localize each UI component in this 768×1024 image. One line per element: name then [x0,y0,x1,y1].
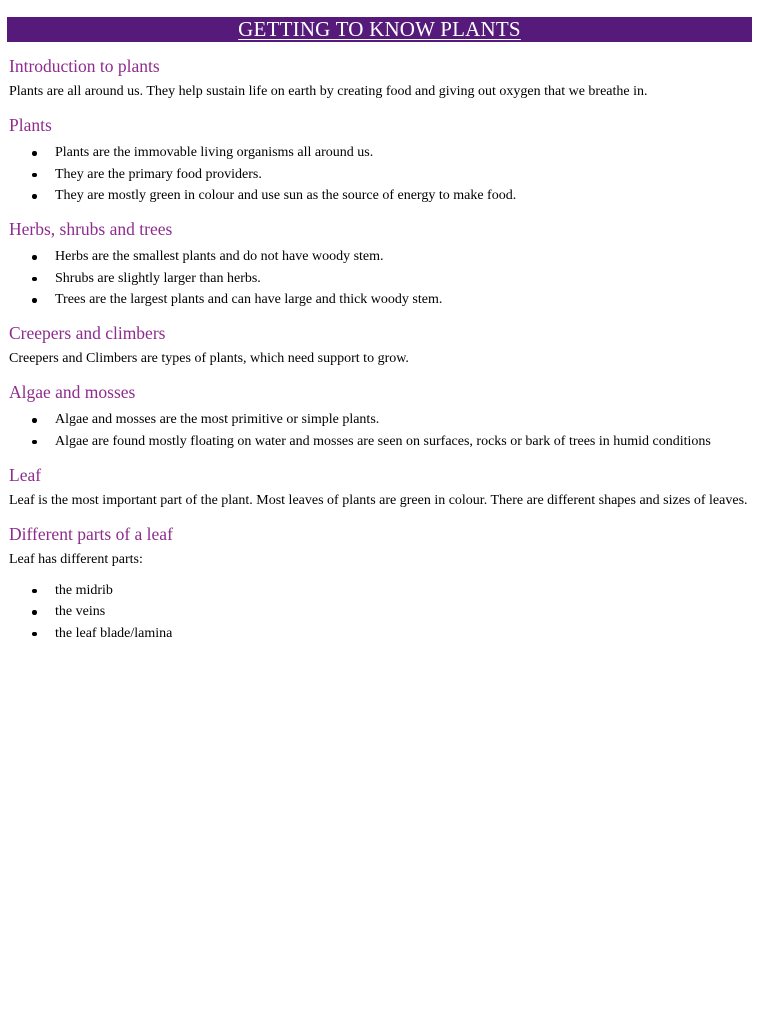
list-item-text: They are mostly green in colour and use sun as the source of energy to make food. [55,188,517,203]
list-item-text: Algae and mosses are the most primitive or simple plants. [55,412,380,427]
list-item [9,411,749,428]
list-item-text: Herbs are the smallest plants and do not have woody stem. [55,249,384,264]
section-heading-creepers: Creepers and climbers [9,323,166,343]
bullet-icon [32,277,37,282]
list-item [9,166,749,183]
section-heading-herbs: Herbs, shrubs and trees [9,219,173,239]
bullet-icon [32,151,37,156]
bullet-icon [32,298,37,303]
list-item [9,187,749,204]
bullet-icon [32,194,37,199]
list-item-text: Plants are the immovable living organisms all around us. [55,145,374,160]
list-item-text: They are the primary food providers. [55,166,262,182]
section-heading-introduction: Introduction to plants [9,56,160,76]
bullet-list-herbs [9,248,749,308]
list-item [9,603,749,620]
bullet-list-leaf-parts [9,582,749,642]
list-item [9,144,749,161]
section-text-introduction: Plants are all around us. They help sustain life on earth by creating food and giving out oxygen that we breathe in. [9,84,648,99]
section-text-creepers: Creepers and Climbers are types of plants, which need support to grow. [9,351,409,366]
document-content [9,55,749,656]
list-item-text: Algae are found mostly floating on water and mosses are seen on surfaces, rocks or bark of trees in humid conditions [55,433,711,449]
section-heading-plants: Plants [9,115,52,135]
bullet-icon [32,632,37,637]
section-heading-algae: Algae and mosses [9,382,136,402]
list-item [9,582,749,599]
list-item [9,433,749,450]
list-item [9,248,749,265]
list-item [9,270,749,287]
list-item [9,291,749,308]
bullet-list-algae [9,411,749,450]
page-title: GETTING TO KNOW PLANTS [238,17,521,41]
list-item-text: Shrubs are slightly larger than herbs. [55,270,261,286]
section-heading-leaf-parts: Different parts of a leaf [9,523,173,544]
list-item-text: the veins [55,604,106,619]
section-heading-leaf: Leaf [9,464,42,485]
bullet-icon [32,173,37,178]
section-text-leaf-parts: Leaf has different parts: [9,551,143,567]
bullet-icon [32,418,37,423]
list-item-text: the midrib [55,582,113,598]
bullet-icon [32,589,37,594]
bullet-list-plants [9,144,749,204]
bullet-icon [32,440,37,445]
bullet-icon [32,610,37,615]
list-item [9,625,749,642]
bullet-icon [32,255,37,260]
list-item-text: the leaf blade/lamina [55,625,173,641]
section-text-leaf: Leaf is the most important part of the plant. Most leaves of plants are green in colour. There are different shapes and sizes of leaves. [9,492,748,508]
list-item-text: Trees are the largest plants and can have large and thick woody stem. [55,292,443,307]
title-banner [7,17,752,42]
